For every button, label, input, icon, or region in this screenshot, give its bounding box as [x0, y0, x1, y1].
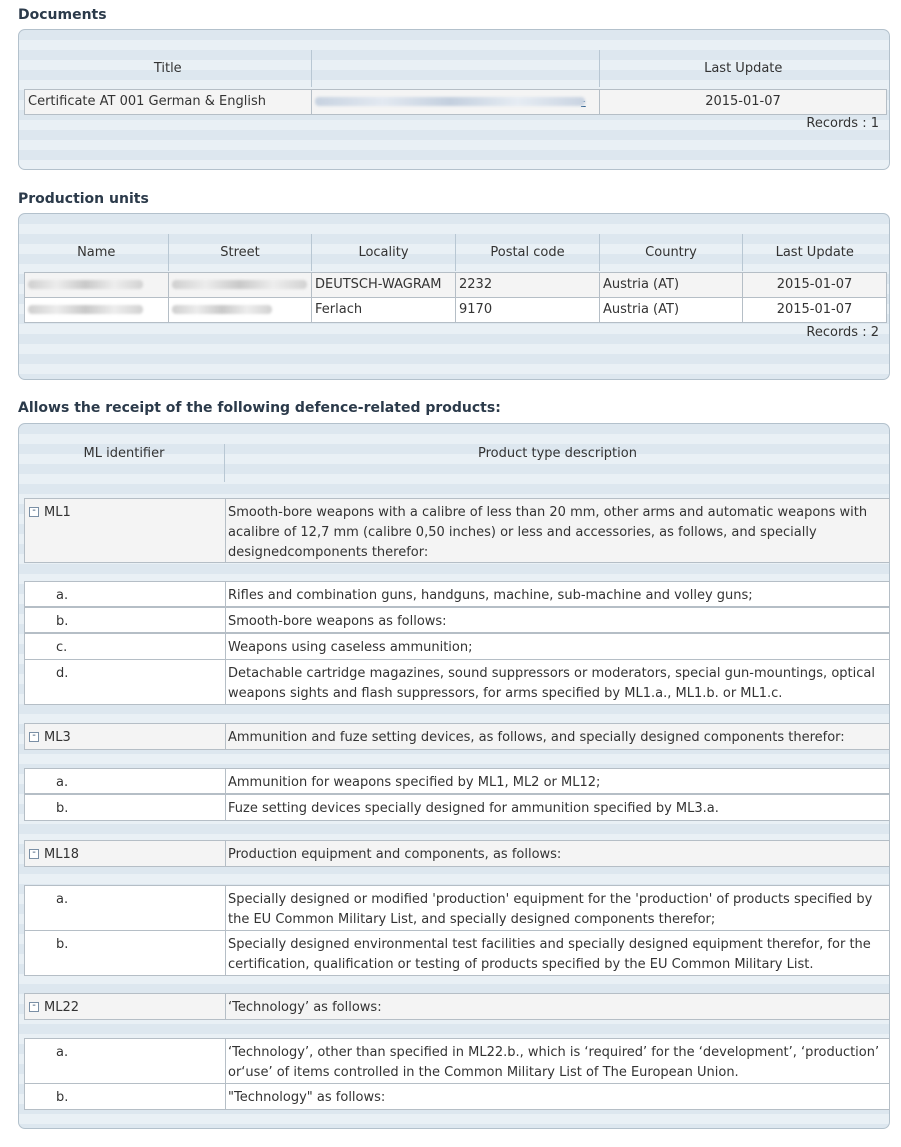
ml-item-row [24, 794, 890, 821]
col-header-country[interactable]: Country [600, 234, 743, 271]
ml-item-row [24, 930, 890, 976]
table-row [25, 272, 887, 297]
item-description: "Technology" as follows: [228, 1090, 386, 1105]
col-header-file [312, 50, 600, 87]
unit-date: 2015-01-07 [743, 297, 887, 322]
documents-table [24, 50, 887, 115]
ml-identifier: ML22 [44, 1000, 80, 1015]
ml-item-row [24, 607, 890, 633]
production-units-heading: Production units [18, 191, 149, 207]
documents-heading: Documents [18, 7, 107, 23]
ml-identifier: ML18 [44, 847, 80, 862]
ml-description: ‘Technology’ as follows: [228, 1000, 382, 1015]
col-header-title[interactable]: Title [153, 61, 182, 76]
item-label: d. [56, 666, 69, 681]
ml-item-row [24, 581, 890, 607]
records-count: Records : 1 [806, 116, 879, 131]
ml-description: Smooth-bore weapons with a calibre of less than 20 mm, other arms and automatic weapons with acalibre of 12,7 mm (calibre 0,50 inches) or less and accessories, as follows, and specially designedcomponents therefor: [228, 505, 868, 560]
item-label: a. [56, 775, 69, 790]
item-description: Specially designed environmental test facilities and specially designed equipment therefor, for the certification, qualification or testing of products specified by the EU Common Military List. [228, 937, 871, 972]
collapse-toggle-icon[interactable]: - [29, 732, 39, 742]
item-description: Detachable cartridge magazines, sound suppressors or moderators, special gun-mountings, optical weapons sights and flash suppressors, for arms specified by ML1.a., ML1.b. or ML1.c. [228, 666, 875, 701]
item-label: a. [56, 892, 69, 907]
document-date: 2015-01-07 [600, 89, 887, 114]
col-header-street[interactable]: Street [169, 234, 312, 271]
document-title: Certificate AT 001 German & English [25, 89, 312, 114]
item-description: Specially designed or modified 'production' equipment for the 'production' of products specified by the EU Common Military List, and specially designed components therefor; [228, 892, 873, 927]
col-header-last-update[interactable]: Last Update [600, 50, 887, 87]
ml-identifier: ML3 [44, 730, 71, 745]
item-label: b. [56, 614, 69, 629]
collapse-toggle-icon[interactable]: - [29, 849, 39, 859]
col-header-name[interactable]: Name [77, 245, 116, 260]
item-label: a. [56, 1045, 69, 1060]
item-label: b. [56, 937, 69, 952]
unit-postal-code: 2232 [456, 272, 600, 297]
unit-date: 2015-01-07 [743, 272, 887, 297]
ml-group-row [24, 723, 890, 750]
item-label: b. [56, 1090, 69, 1105]
ml-group-row [24, 840, 890, 867]
item-label: b. [56, 801, 69, 816]
ml-item-row [24, 633, 890, 660]
item-label: c. [56, 640, 68, 655]
col-header-locality[interactable]: Locality [312, 234, 456, 271]
unit-street [169, 272, 312, 297]
ml-description: Production equipment and components, as follows: [228, 847, 562, 862]
ml-item-row [24, 1083, 890, 1110]
records-count: Records : 2 [806, 325, 879, 340]
table-row [25, 89, 887, 114]
ml-group-row [24, 498, 890, 563]
collapse-toggle-icon[interactable]: - [29, 1002, 39, 1012]
item-description: ‘Technology’, other than specified in ML22.b., which is ‘required’ for the ‘development’, ‘production’ or‘use’ of items controlled in the Common Military List of The European Union. [228, 1045, 880, 1080]
col-header-product-type[interactable]: Product type description [478, 446, 637, 461]
item-description: Ammunition for weapons specified by ML1, ML2 or ML12; [228, 775, 601, 790]
ml-item-row [24, 659, 890, 705]
unit-name [25, 272, 169, 297]
production-units-panel [18, 213, 890, 380]
item-description: Smooth-bore weapons as follows: [228, 614, 447, 629]
item-description: Weapons using caseless ammunition; [228, 640, 473, 655]
item-label: a. [56, 588, 69, 603]
unit-locality: DEUTSCH-WAGRAM [312, 272, 456, 297]
documents-panel [18, 29, 890, 170]
unit-country: Austria (AT) [600, 272, 743, 297]
production-units-table [24, 234, 887, 323]
col-header-last-update[interactable]: Last Update [743, 234, 887, 271]
table-row [25, 297, 887, 322]
unit-country: Austria (AT) [600, 297, 743, 322]
item-description: Fuze setting devices specially designed for ammunition specified by ML3.a. [228, 801, 719, 816]
ml-item-row [24, 885, 890, 931]
ml-identifier: ML1 [44, 505, 71, 520]
ml-item-row [24, 1038, 890, 1084]
unit-street [169, 297, 312, 322]
products-heading: Allows the receipt of the following defence-related products: [18, 400, 501, 416]
col-header-ml-identifier[interactable]: ML identifier [83, 446, 165, 461]
document-file-link[interactable] [312, 89, 600, 114]
products-panel [18, 423, 890, 1129]
item-description: Rifles and combination guns, handguns, machine, sub-machine and volley guns; [228, 588, 753, 603]
collapse-toggle-icon[interactable]: - [29, 507, 39, 517]
unit-name [25, 297, 169, 322]
ml-description: Ammunition and fuze setting devices, as follows, and specially designed components therefor: [228, 730, 845, 745]
ml-group-row [24, 993, 890, 1020]
products-table [24, 444, 890, 1124]
col-header-postal-code[interactable]: Postal code [456, 234, 600, 271]
unit-postal-code: 9170 [456, 297, 600, 322]
unit-locality: Ferlach [312, 297, 456, 322]
ml-item-row [24, 768, 890, 794]
